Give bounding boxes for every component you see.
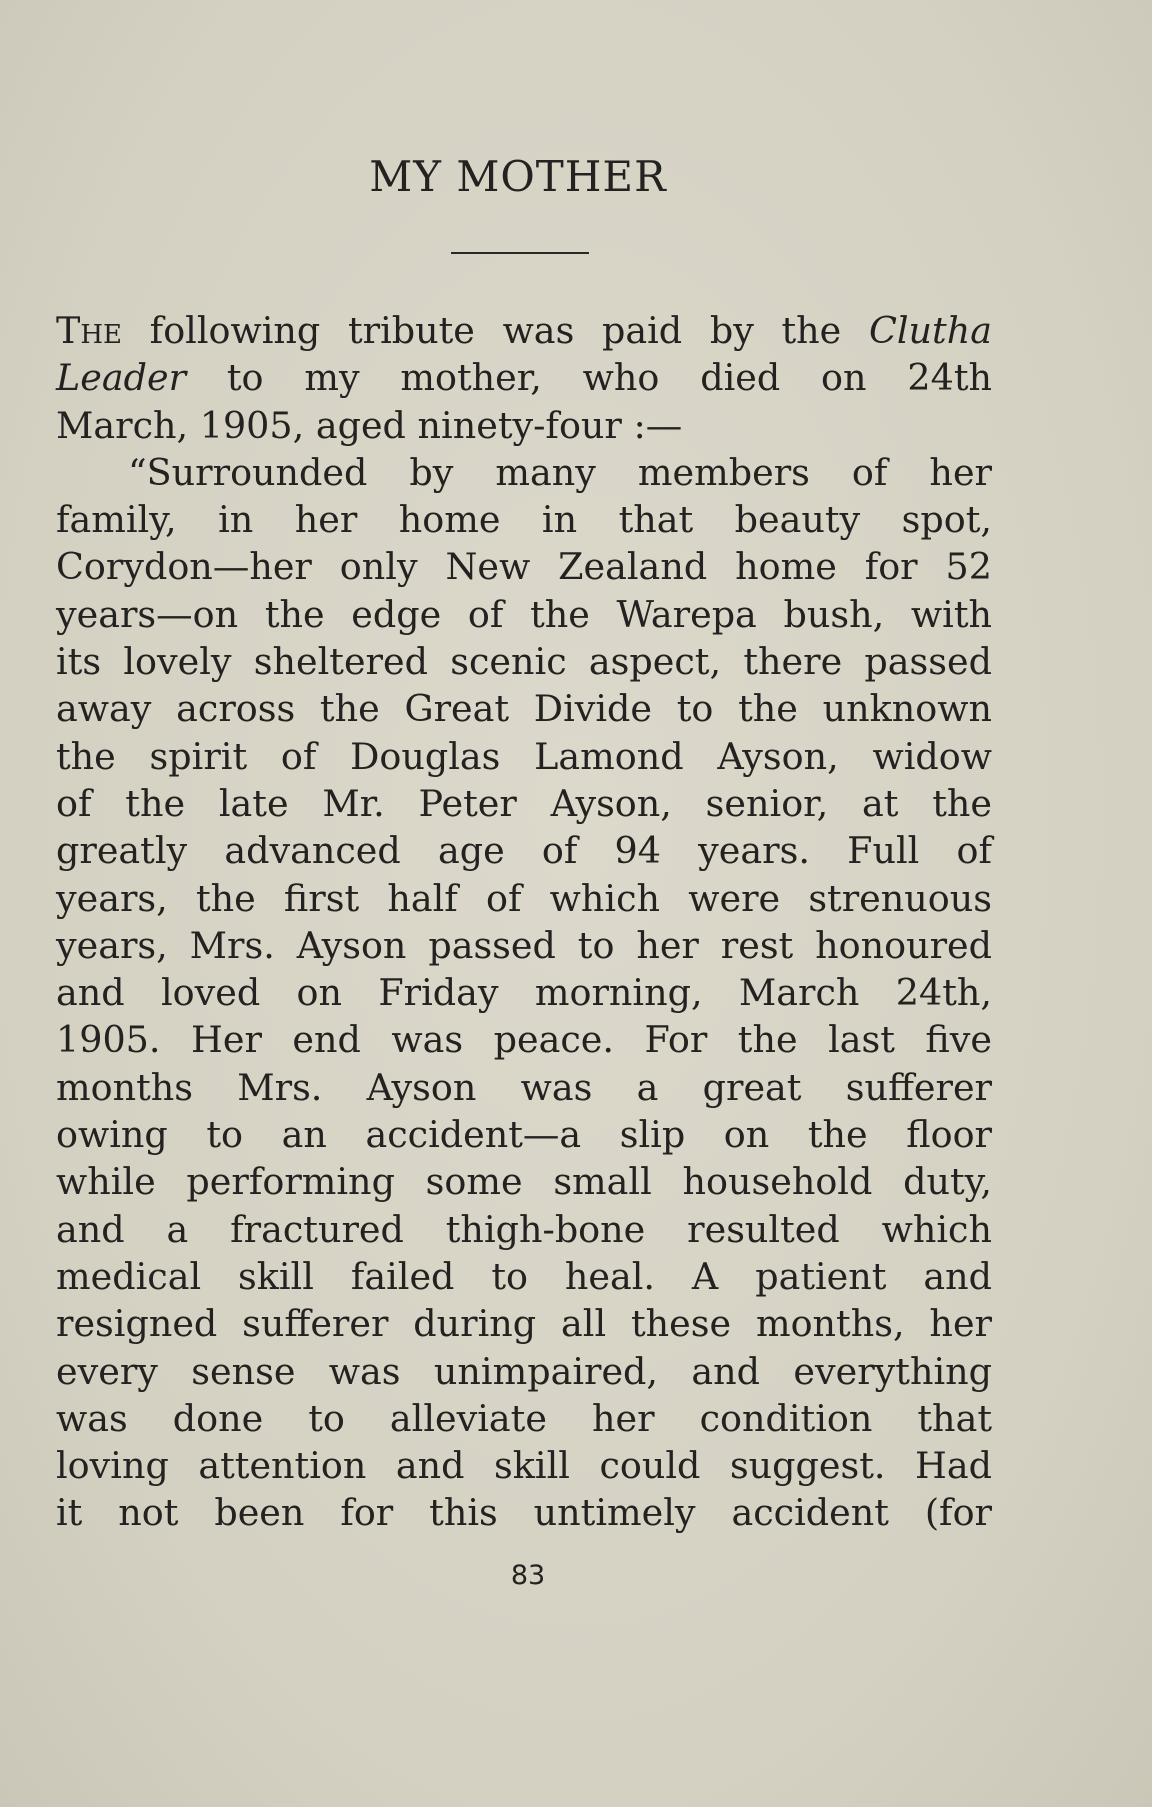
newspaper-name: Leader [56, 356, 187, 400]
text-line: “Surrounded by many members of her [128, 450, 992, 494]
text-line: resigned sufferer during all these months, her [56, 1302, 992, 1346]
text-line: owing to an accident—a slip on the floor [56, 1113, 992, 1157]
text-line: and loved on Friday morning, March 24th, [56, 971, 992, 1015]
text-line: and a fractured thigh-bone resulted which [56, 1207, 992, 1251]
text-line: away across the Great Divide to the unknown [56, 687, 992, 731]
text-line: greatly advanced age of 94 years. Full of [56, 829, 992, 873]
text-line: medical skill failed to heal. A patient and [56, 1254, 992, 1298]
text-line: it not been for this untimely accident (for [56, 1491, 992, 1535]
text-line: the spirit of Douglas Lamond Ayson, widow [56, 734, 992, 778]
lead-word: The [56, 309, 122, 352]
text-segment: to my mother, who died on 24th [186, 356, 992, 400]
text-line: every sense was unimpaired, and everything [56, 1349, 992, 1393]
text-line: 1905. Her end was peace. For the last five [56, 1018, 992, 1062]
text-line: Corydon—her only New Zealand home for 52 [56, 545, 992, 589]
text-line: was done to alleviate her condition that [56, 1396, 992, 1440]
text-line: while performing some small household duty, [56, 1160, 992, 1204]
text-line: loving attention and skill could suggest. Had [56, 1444, 992, 1488]
text-segment: following tribute was paid by the [122, 309, 869, 352]
text-line [56, 307, 992, 354]
title-rule [451, 252, 589, 254]
text-line [56, 354, 992, 401]
newspaper-name: Clutha [868, 309, 992, 352]
text-line: years, Mrs. Ayson passed to her rest honoured [56, 923, 992, 967]
text-line: March, 1905, aged ninety-four :— [56, 403, 683, 447]
text-line: years—on the edge of the Warepa bush, with [56, 592, 992, 636]
text-line: of the late Mr. Peter Ayson, senior, at the [56, 781, 992, 825]
body-text [56, 307, 992, 1537]
chapter-title: MY MOTHER [369, 152, 667, 201]
page-number: 83 [510, 1560, 546, 1591]
text-line: its lovely sheltered scenic aspect, there passed [56, 640, 992, 684]
text-line: months Mrs. Ayson was a great sufferer [56, 1065, 992, 1109]
text-line: years, the first half of which were strenuous [56, 876, 992, 920]
text-line: family, in her home in that beauty spot, [56, 498, 992, 542]
